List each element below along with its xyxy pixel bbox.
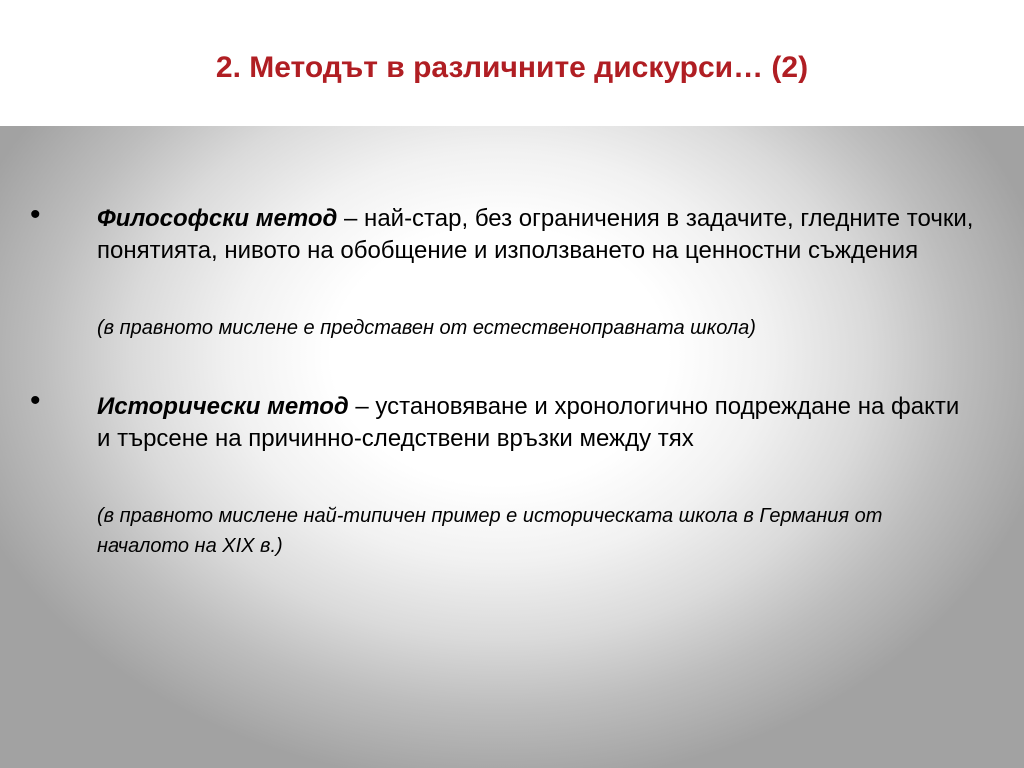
bullet-text: – установяване и хронологично подреждане на факти и търсене на причинно-следствени връзки между тях	[97, 393, 960, 452]
slide-title: 2. Методът в различните дискурси… (2)	[215, 51, 809, 84]
bullet-paragraph-historical	[97, 391, 977, 455]
bullet-marker: •	[30, 198, 41, 231]
bullet-text: – най-стар, без ограничения в задачите, гледните точки, понятията, нивото на обобщение и използването на ценностни съждения	[97, 205, 974, 264]
bullet-paragraph-philosophical	[97, 203, 977, 267]
slide-header	[0, 0, 1024, 126]
bullet-marker: •	[30, 384, 41, 417]
term-philosophical-method: Философски метод	[97, 205, 338, 232]
note-philosophical: (в правното мислене е представен от естественоправната школа)	[97, 317, 756, 339]
note-historical: (в правното мислене най-типичен пример е историческата школа в Германия от началото на XIX в.)	[97, 505, 883, 557]
term-historical-method: Исторически метод	[97, 393, 349, 420]
